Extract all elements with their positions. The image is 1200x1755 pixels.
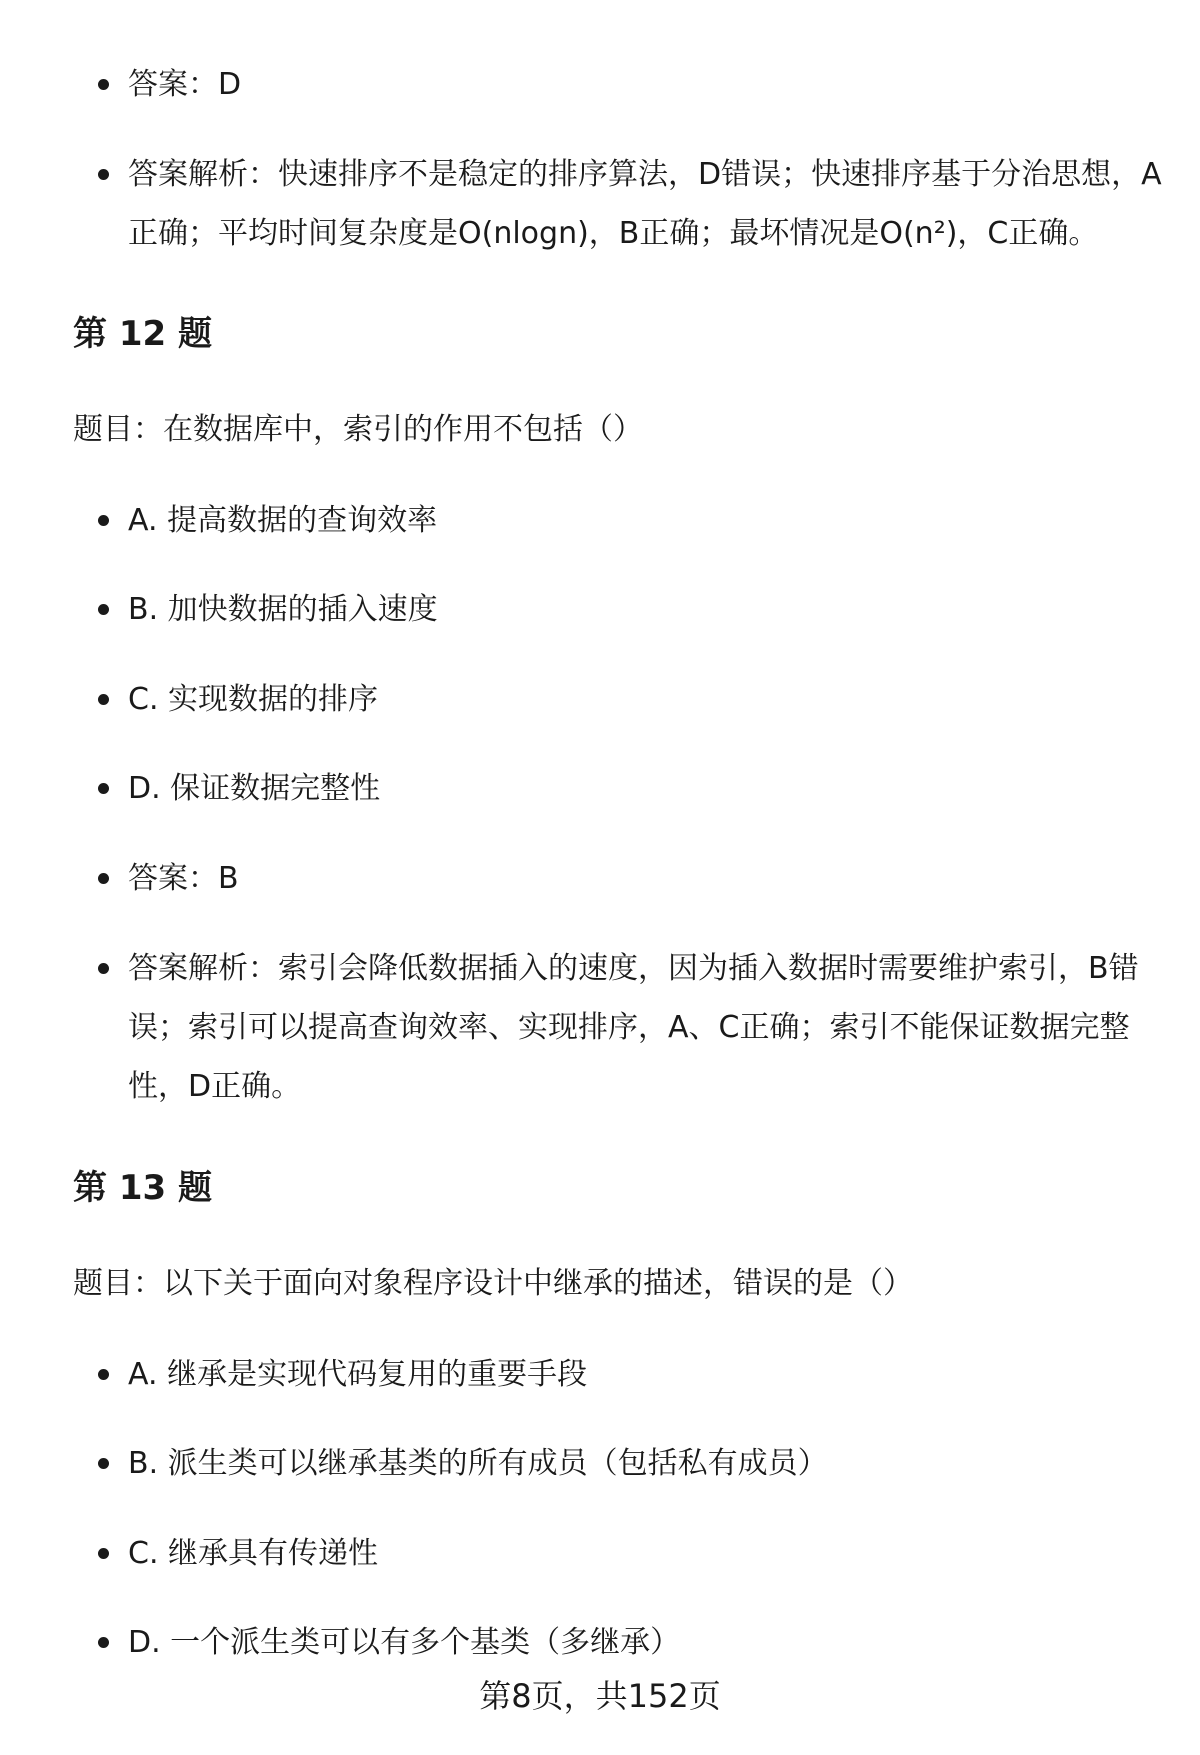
q12-heading: 第 12 题 xyxy=(73,314,212,354)
q11-answer: 答案：D xyxy=(128,55,1168,114)
q13-question: 题目：以下关于面向对象程序设计中继承的描述，错误的是（） xyxy=(73,1266,913,1301)
q13-option-a: A. 继承是实现代码复用的重要手段 xyxy=(128,1345,1168,1404)
q12-question: 题目：在数据库中，索引的作用不包括（） xyxy=(73,412,643,447)
q11-explanation: 答案解析：快速排序不是稳定的排序算法，D错误；快速排序基于分治思想，A正确；平均时间复杂度是O(nlogn)，B正确；最坏情况是O(n²)，C正确。 xyxy=(128,145,1168,263)
q12-option-b: B. 加快数据的插入速度 xyxy=(128,580,1168,639)
q13-option-c: C. 继承具有传递性 xyxy=(128,1524,1168,1583)
q12-option-a: A. 提高数据的查询效率 xyxy=(128,491,1168,550)
q12-option-d: D. 保证数据完整性 xyxy=(128,759,1168,818)
q13-heading: 第 13 题 xyxy=(73,1168,212,1208)
q13-option-b: B. 派生类可以继承基类的所有成员（包括私有成员） xyxy=(128,1434,1168,1493)
q12-answer: 答案：B xyxy=(128,849,1168,908)
q13-option-d: D. 一个派生类可以有多个基类（多继承） xyxy=(128,1613,1168,1672)
q12-option-c: C. 实现数据的排序 xyxy=(128,670,1168,729)
q12-explanation: 答案解析：索引会降低数据插入的速度，因为插入数据时需要维护索引，B错误；索引可以提高查询效率、实现排序，A、C正确；索引不能保证数据完整性，D正确。 xyxy=(128,939,1168,1116)
page-number: 第8页，共152页 xyxy=(479,1677,721,1715)
